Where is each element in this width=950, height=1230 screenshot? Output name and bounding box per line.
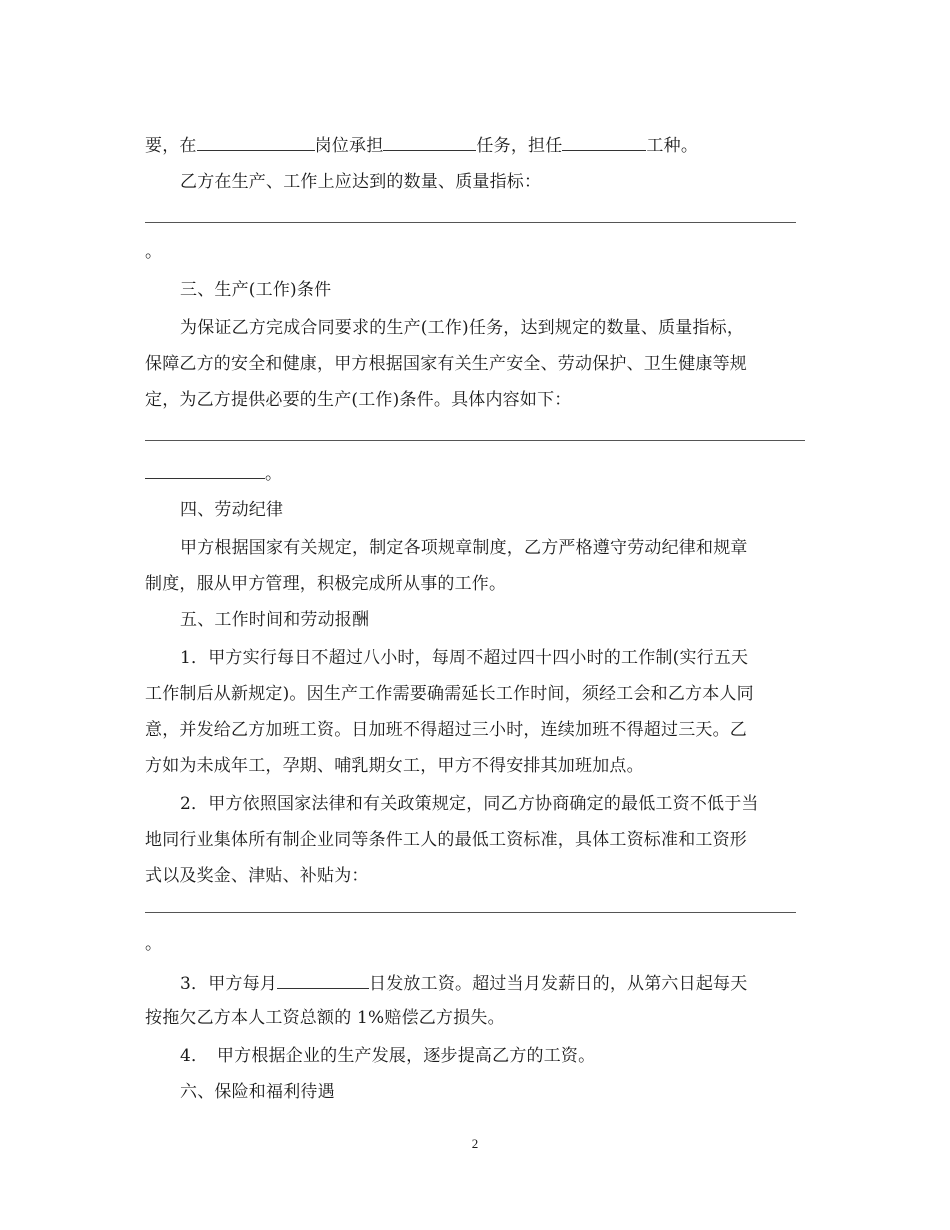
blank-pay-day-field xyxy=(277,970,369,989)
paragraph-line: 甲方根据国家有关规定，制定各项规章制度，乙方严格遵守劳动纪律和规章 xyxy=(180,538,748,558)
text-segment: 任务，担任 xyxy=(476,136,563,156)
paragraph-job-position xyxy=(145,132,698,158)
fill-in-line xyxy=(145,912,796,913)
paragraph-line: 式以及奖金、津贴、补贴为： xyxy=(145,866,369,886)
period-mark: 。 xyxy=(145,934,163,954)
paragraph-line-with-blank xyxy=(145,460,282,486)
blank-work-type-field xyxy=(562,132,646,151)
text-segment: 要，在 xyxy=(145,136,197,156)
fill-in-line xyxy=(145,440,805,441)
paragraph-line: 意，并发给乙方加班工资。日加班不得超过三小时，连续加班不得超过三天。乙 xyxy=(145,720,747,740)
paragraph-line: 定，为乙方提供必要的生产(工作)条件。具体内容如下： xyxy=(145,390,572,410)
blank-conditions-field xyxy=(145,460,265,479)
paragraph-line: 按拖欠乙方本人工资总额的 1%赔偿乙方损失。 xyxy=(145,1008,505,1028)
blank-task-field xyxy=(383,132,476,151)
text-segment: 工种。 xyxy=(646,136,699,156)
blank-position-field xyxy=(197,132,315,151)
period-mark: 。 xyxy=(265,464,283,484)
paragraph-line: 1．甲方实行每日不超过八小时，每周不超过四十四小时的工作制(实行五天 xyxy=(180,648,749,668)
paragraph-quality-indicator: 乙方在生产、工作上应达到的数量、质量指标： xyxy=(180,172,542,192)
paragraph-line: 2．甲方依照国家法律和有关政策规定，同乙方协商确定的最低工资不低于当 xyxy=(180,794,759,814)
period-mark: 。 xyxy=(145,242,163,262)
page-number: 2 xyxy=(471,1136,479,1151)
paragraph-line: 为保证乙方完成合同要求的生产(工作)任务，达到规定的数量、质量指标， xyxy=(180,318,745,338)
section-heading-discipline: 四、劳动纪律 xyxy=(180,500,284,520)
paragraph-line: 方如为未成年工，孕期、哺乳期女工，甲方不得安排其加班加点。 xyxy=(145,756,644,776)
section-heading-insurance: 六、保险和福利待遇 xyxy=(180,1082,335,1102)
paragraph-line: 工作制后从新规定)。因生产工作需要确需延长工作时间，须经工会和乙方本人同 xyxy=(145,684,754,704)
section-heading-hours-pay: 五、工作时间和劳动报酬 xyxy=(180,610,370,630)
text-segment: 日发放工资。超过当月发薪日的，从第六日起每天 xyxy=(369,974,748,994)
section-heading-conditions: 三、生产(工作)条件 xyxy=(180,280,332,300)
paragraph-line: 制度，服从甲方管理，积极完成所从事的工作。 xyxy=(145,574,507,594)
text-segment: 3．甲方每月 xyxy=(180,974,278,994)
paragraph-pay-day xyxy=(180,970,747,996)
text-segment: 岗位承担 xyxy=(314,136,384,156)
paragraph-line: 保障乙方的安全和健康，甲方根据国家有关生产安全、劳动保护、卫生健康等规 xyxy=(145,354,747,374)
fill-in-line xyxy=(145,222,796,223)
paragraph-line: 4． 甲方根据企业的生产发展，逐步提高乙方的工资。 xyxy=(180,1046,596,1066)
paragraph-line: 地同行业集体所有制企业同等条件工人的最低工资标准，具体工资标准和工资形 xyxy=(145,830,747,850)
